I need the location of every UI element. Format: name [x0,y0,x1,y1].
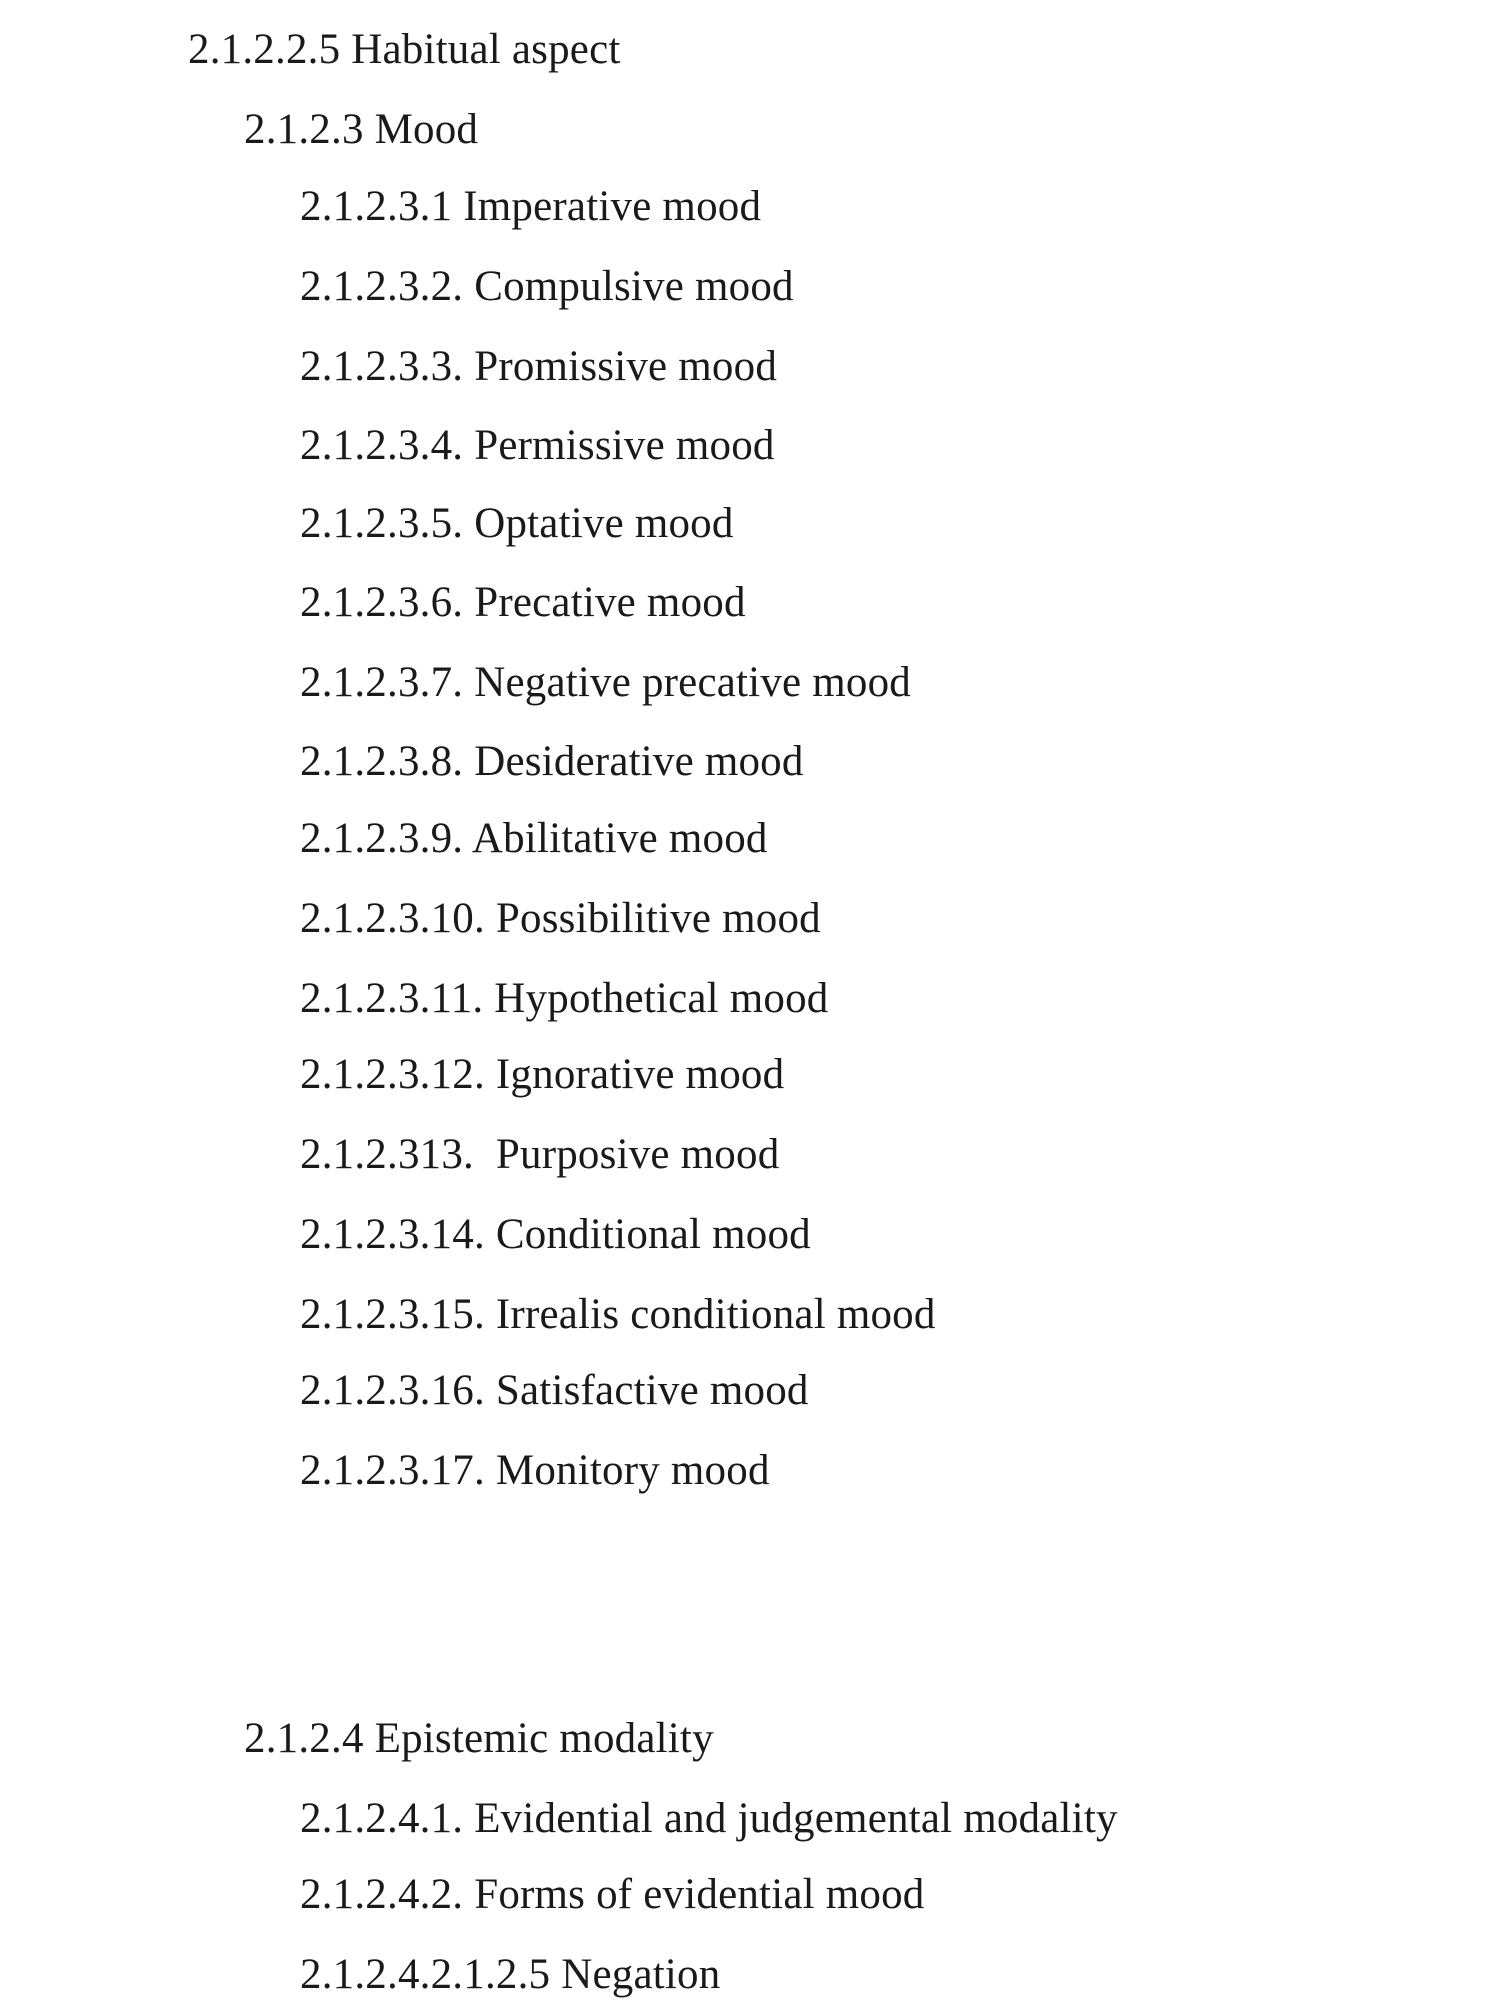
toc-entry-desiderative-mood: 2.1.2.3.8. Desiderative mood [300,738,804,785]
toc-entry-irrealis-conditional-mood: 2.1.2.3.15. Irrealis conditional mood [300,1291,936,1338]
toc-entry-hypothetical-mood: 2.1.2.3.11. Hypothetical mood [300,975,829,1022]
toc-entry-negative-precative-mood: 2.1.2.3.7. Negative precative mood [300,659,912,706]
toc-entry-possibilitive-mood: 2.1.2.3.10. Possibilitive mood [300,895,821,942]
toc-entry-promissive-mood: 2.1.2.3.3. Promissive mood [300,343,778,390]
toc-entry-forms-evidential-mood: 2.1.2.4.2. Forms of evidential mood [300,1871,925,1918]
toc-entry-evidential-judgemental-modality: 2.1.2.4.1. Evidential and judgemental modality [300,1795,1118,1842]
toc-entry-habitual-aspect: 2.1.2.2.5 Habitual aspect [188,26,621,73]
toc-entry-mood: 2.1.2.3 Mood [244,106,479,153]
toc-entry-ignorative-mood: 2.1.2.3.12. Ignorative mood [300,1051,785,1098]
toc-entry-epistemic-modality: 2.1.2.4 Epistemic modality [244,1715,714,1762]
toc-entry-compulsive-mood: 2.1.2.3.2. Compulsive mood [300,263,794,310]
toc-entry-imperative-mood: 2.1.2.3.1 Imperative mood [300,183,762,230]
toc-entry-purposive-mood: 2.1.2.313. Purposive mood [300,1131,780,1178]
toc-entry-precative-mood: 2.1.2.3.6. Precative mood [300,579,746,626]
toc-entry-negation: 2.1.2.4.2.1.2.5 Negation [300,1951,721,1998]
toc-entry-monitory-mood: 2.1.2.3.17. Monitory mood [300,1447,770,1494]
toc-entry-satisfactive-mood: 2.1.2.3.16. Satisfactive mood [300,1367,809,1414]
toc-entry-conditional-mood: 2.1.2.3.14. Conditional mood [300,1211,811,1258]
toc-entry-permissive-mood: 2.1.2.3.4. Permissive mood [300,422,775,469]
toc-entry-optative-mood: 2.1.2.3.5. Optative mood [300,500,734,547]
toc-entry-abilitative-mood: 2.1.2.3.9. Abilitative mood [300,815,768,862]
